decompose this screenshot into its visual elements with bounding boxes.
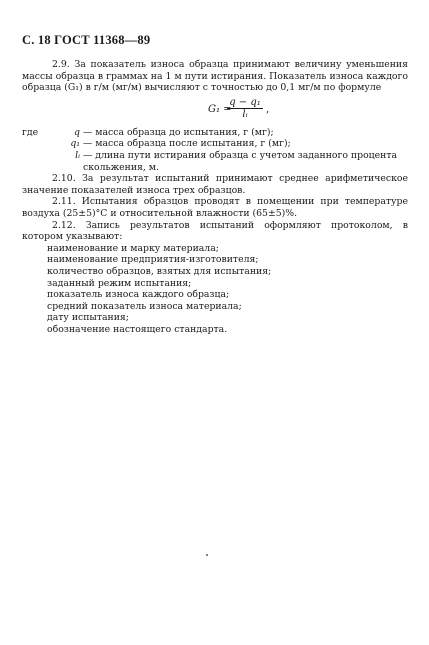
page-content [22, 59, 408, 335]
where-row-q [22, 127, 408, 139]
where-row-li [22, 150, 408, 173]
list-item: наименование и марку материала; [47, 242, 219, 254]
wear-formula [22, 97, 408, 121]
where-symbol: lᵢ [75, 149, 80, 161]
where-text: — длина пути истирания образца с учетом заданного процента скольжения, м. [83, 149, 398, 173]
page-header: С. 18 ГОСТ 11368—89 [22, 33, 151, 47]
where-label [22, 150, 66, 173]
where-symbol: q₁ [70, 138, 80, 150]
formula-fraction [227, 97, 263, 121]
paragraph-2-10: 2.10. За результат испытаний принимают среднее арифметическое значение показателей износа трех образцов. [22, 173, 408, 196]
list-item: наименование предприятия-изготовителя; [47, 254, 259, 266]
list-item: заданный режим испытания; [47, 277, 192, 289]
list-item: обозначение настоящего стандарта. [47, 323, 228, 335]
where-label: где [22, 126, 39, 138]
list-item: средний показатель износа материала; [47, 300, 242, 312]
formula-comma: , [266, 103, 270, 115]
formula-lhs: G₁ = [208, 103, 232, 115]
where-text: — масса образца после испытания, г (мг); [83, 138, 291, 150]
where-text: — масса образца до испытания, г (мг); [83, 126, 274, 138]
list-item: дату испытания; [47, 312, 129, 324]
protocol-list [22, 243, 408, 336]
formula-denominator: lᵢ [242, 108, 248, 120]
stray-dot [206, 554, 208, 556]
list-item: показатель износа каждого образца; [47, 289, 230, 301]
where-symbol: q [74, 126, 80, 138]
paragraph-2-9: 2.9. За показатель износа образца принимают величину уменьшения массы образца в граммах на 1 м пути истирания. Показатель износа каждого образца (G₁) в г/м (мг/м) вычисляют с точностью до 0,1 мг/м по формуле [22, 59, 408, 94]
formula-numerator: q − q₁ [227, 97, 263, 109]
paragraph-2-11: 2.11. Испытания образцов проводят в помещении при температуре воздуха (25±5)°С и относительной влажности (65±5)%. [22, 196, 408, 219]
paragraph-2-12: 2.12. Запись результатов испытаний оформляют протоколом, в котором указывают: [22, 219, 408, 243]
where-row-q1 [22, 138, 408, 150]
list-item: количество образцов, взятых для испытания; [47, 265, 272, 277]
where-label [22, 138, 66, 150]
